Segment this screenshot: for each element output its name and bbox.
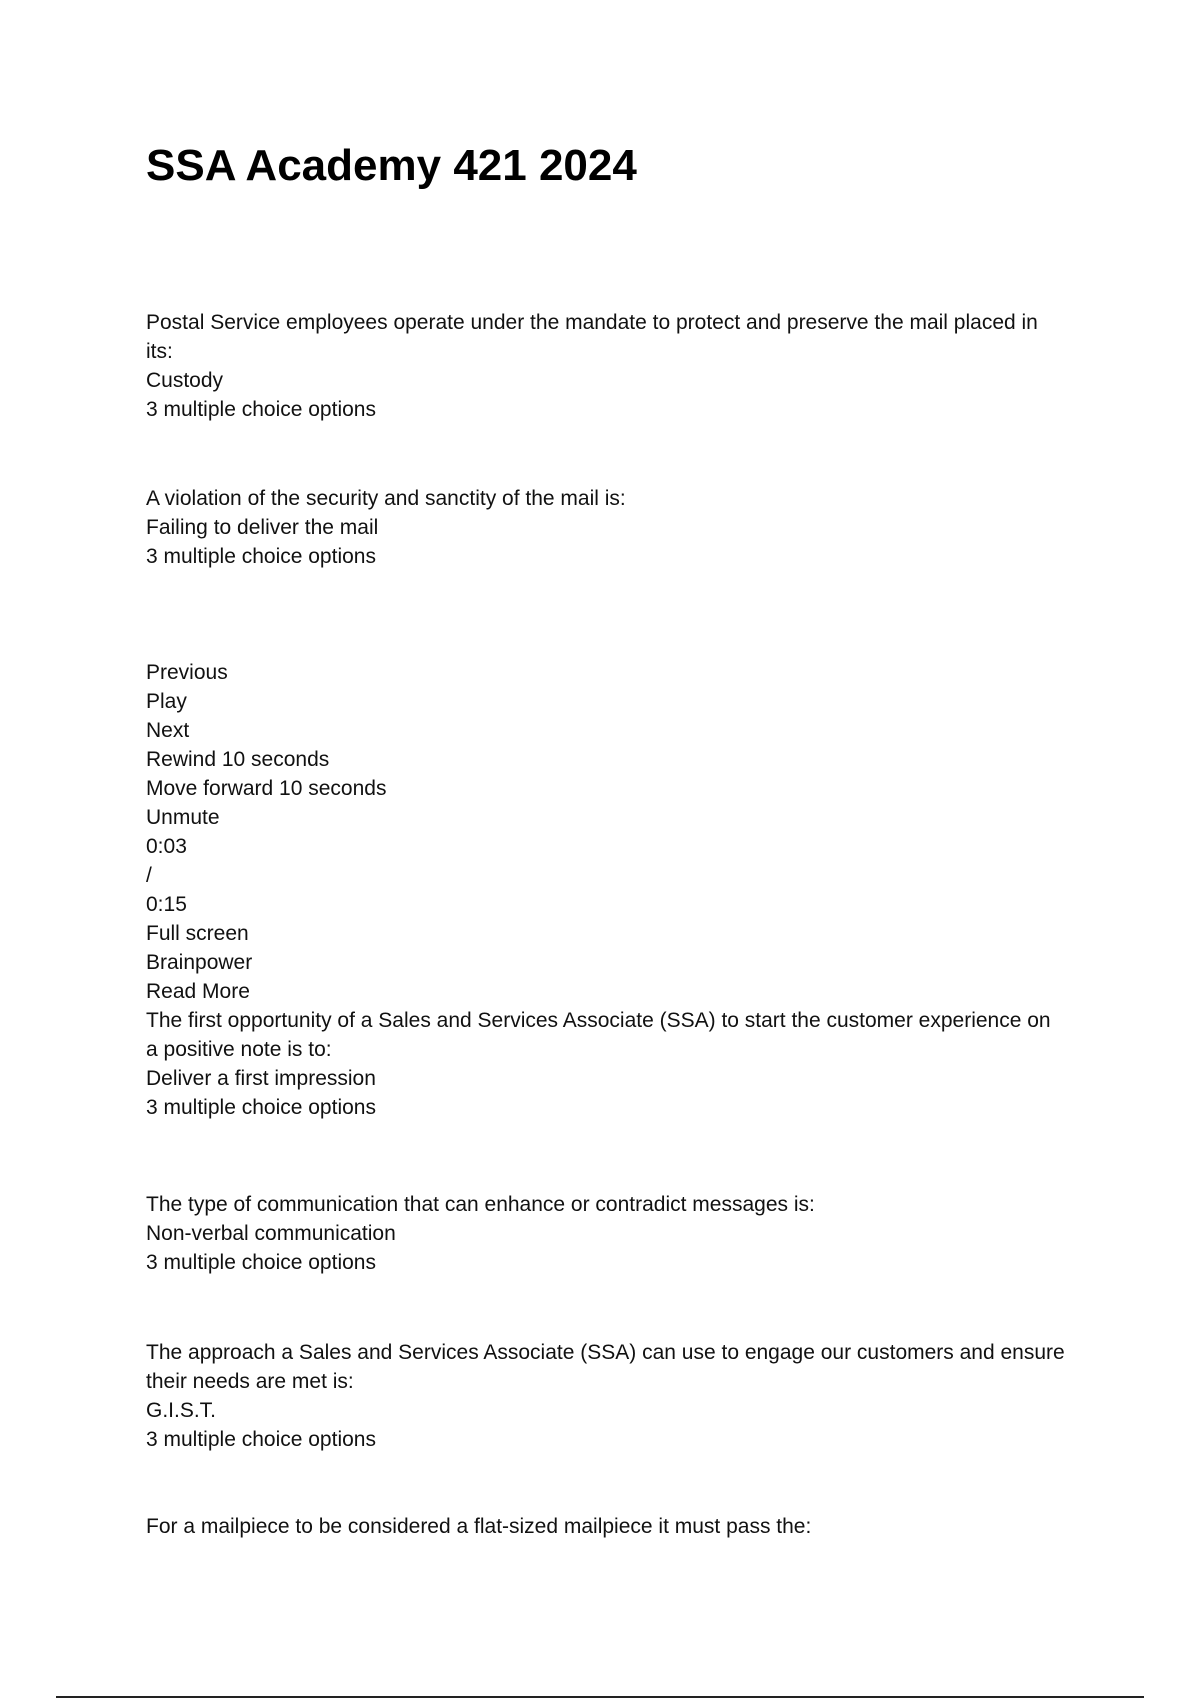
current-time: 0:03 bbox=[146, 835, 187, 858]
question-prompt: The approach a Sales and Services Associate (SSA) can use to engage our customers and ensure their needs are met is: bbox=[146, 1341, 1065, 1393]
previous-button[interactable]: Previous bbox=[146, 661, 228, 684]
question-block-2 bbox=[146, 484, 1066, 571]
question-prompt: The type of communication that can enhance or contradict messages is: bbox=[146, 1193, 815, 1216]
read-more-link[interactable]: Read More bbox=[146, 980, 250, 1003]
question-block-5 bbox=[146, 1338, 1066, 1454]
question-block-4 bbox=[146, 1190, 1066, 1277]
question-prompt: The first opportunity of a Sales and Services Associate (SSA) to start the customer experience on a positive note is to: bbox=[146, 1009, 1051, 1061]
question-block-1 bbox=[146, 308, 1066, 424]
unmute-button[interactable]: Unmute bbox=[146, 806, 220, 829]
document-title: SSA Academy 421 2024 bbox=[146, 141, 637, 190]
fullscreen-button[interactable]: Full screen bbox=[146, 922, 249, 945]
next-button[interactable]: Next bbox=[146, 719, 190, 742]
question-answer: Failing to deliver the mail bbox=[146, 516, 379, 539]
media-player-controls bbox=[146, 658, 1066, 1122]
question-prompt: For a mailpiece to be considered a flat-sized mailpiece it must pass the: bbox=[146, 1515, 812, 1538]
question-options-note: 3 multiple choice options bbox=[146, 1251, 376, 1274]
question-options-note: 3 multiple choice options bbox=[146, 398, 376, 421]
question-options-note: 3 multiple choice options bbox=[146, 1096, 376, 1119]
rewind-button[interactable]: Rewind 10 seconds bbox=[146, 748, 330, 771]
question-block-6 bbox=[146, 1512, 1066, 1541]
question-answer: Custody bbox=[146, 369, 224, 392]
question-options-note: 3 multiple choice options bbox=[146, 1428, 376, 1451]
question-answer: Deliver a first impression bbox=[146, 1067, 376, 1090]
play-button[interactable]: Play bbox=[146, 690, 187, 713]
question-prompt: A violation of the security and sanctity of the mail is: bbox=[146, 487, 626, 510]
footer-divider bbox=[56, 1696, 1144, 1698]
question-answer: G.I.S.T. bbox=[146, 1399, 217, 1422]
question-prompt: Postal Service employees operate under the mandate to protect and preserve the mail placed in its: bbox=[146, 311, 1038, 363]
time-separator: / bbox=[146, 864, 152, 887]
question-options-note: 3 multiple choice options bbox=[146, 545, 376, 568]
forward-button[interactable]: Move forward 10 seconds bbox=[146, 777, 387, 800]
duration: 0:15 bbox=[146, 893, 187, 916]
brand-label: Brainpower bbox=[146, 951, 253, 974]
question-answer: Non-verbal communication bbox=[146, 1222, 396, 1245]
